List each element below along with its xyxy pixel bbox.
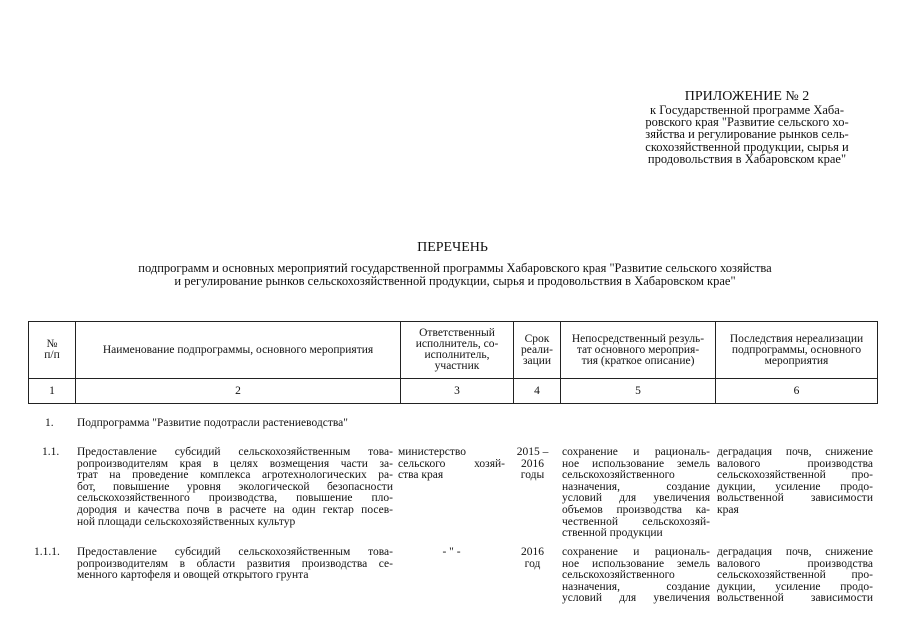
text-line: год: [524, 557, 541, 570]
column-number: 1: [29, 379, 76, 404]
appendix-line: зяйства и регулирование рынков сель-: [645, 127, 849, 142]
text-line: Предоставление субсидий сельскохозяйственным това-: [77, 546, 393, 558]
header-text: тат основного мероприя-: [576, 343, 700, 356]
subtitle-line: подпрограмм и основных мероприятий государственной программы Хабаровского края "Развитие сельского хозяйства: [138, 261, 772, 275]
header-text: Ответственный: [419, 327, 495, 339]
text-line: бот, повышение уровня экологической безопасности: [77, 480, 393, 493]
row-name: [77, 547, 393, 582]
text-line: объемов производства ка-: [562, 503, 710, 516]
text-line: - " -: [442, 546, 461, 558]
header-text: подпрограммы, основного: [731, 343, 862, 356]
text-line: сельскохозяйственной про-: [717, 569, 873, 582]
text-line: края: [717, 503, 739, 516]
text-line: сельского хозяй-: [398, 457, 505, 470]
text-line: ропроизводителям края в целях возмещения части за-: [77, 457, 393, 470]
appendix-block: [620, 89, 874, 165]
row-consequences: [717, 447, 873, 517]
text-line: 2016: [521, 546, 544, 558]
text-line: сельскохозяйственной про-: [717, 469, 873, 482]
document-title: ПЕРЕЧЕНЬ: [417, 240, 488, 255]
appendix-line: продовольствия в Хабаровском крае": [647, 151, 847, 166]
header-text: мероприятия: [764, 354, 829, 367]
text-line: ное использование земель: [562, 457, 710, 470]
header-text: зации: [522, 354, 552, 367]
text-line: сельскохозяйственного: [562, 469, 675, 482]
text-line: чественной сельскохозяй-: [562, 515, 710, 528]
section-title: Подпрограмма "Развитие подотрасли растениеводства": [77, 417, 348, 429]
subtitle-line: и регулирование рынков сельскохозяйственной продукции, сырья и продовольствия в Хабаровском крае": [174, 273, 736, 288]
text-line: валового производства: [717, 557, 873, 570]
text-line: деградация почв, снижение: [717, 446, 873, 458]
header-text: исполнитель,: [424, 349, 490, 361]
column-number: 2: [76, 379, 401, 404]
text-line: ной площади сельскохозяйственных культур: [77, 515, 296, 528]
header-text: тия (краткое описание): [581, 354, 695, 367]
header-text: Непосредственный резуль-: [571, 332, 705, 345]
text-line: дукции, усиление продо-: [717, 580, 873, 593]
header-text: реали-: [521, 343, 553, 356]
text-line: министерство: [398, 446, 466, 458]
header-text: Срок: [524, 332, 550, 345]
header-text: п/п: [44, 349, 60, 361]
header-text: участник: [434, 360, 480, 372]
row-term: [509, 547, 556, 570]
text-line: 2015 –: [516, 446, 549, 458]
column-number: 5: [561, 379, 716, 404]
text-line: ства края: [398, 469, 444, 482]
text-line: назначения, создание: [562, 480, 710, 493]
row-executor: [398, 447, 505, 482]
text-line: вольственной зависимости: [717, 592, 873, 605]
text-line: трат на проведение комплекса агротехнологических ра-: [77, 469, 393, 482]
appendix-line: к Государственной программе Хаба-: [650, 103, 844, 117]
text-line: сельскохозяйственного производства, повышение пло-: [77, 492, 393, 505]
text-line: Предоставление субсидий сельскохозяйственным това-: [77, 446, 393, 458]
appendix-line: скохозяйственной продукции, сырья и: [645, 139, 849, 154]
text-line: годы: [520, 469, 545, 482]
row-name: [77, 447, 393, 528]
appendix-title: ПРИЛОЖЕНИЕ № 2: [684, 89, 810, 104]
section-number: 1.: [45, 417, 54, 429]
text-line: условий для увеличения: [562, 492, 710, 505]
header-name: [76, 322, 401, 379]
row-number: 1.1.1.: [34, 546, 60, 558]
header-text: №: [46, 338, 58, 350]
text-line: дукции, усиление продо-: [717, 480, 873, 493]
text-line: деградация почв, снижение: [717, 546, 873, 558]
header-executor: [401, 322, 514, 379]
text-line: сохранение и рациональ-: [562, 446, 710, 458]
row-result: [562, 547, 710, 605]
text-line: валового производства: [717, 457, 873, 470]
header-term: [514, 322, 561, 379]
header-text: Наименование подпрограммы, основного мероприятия: [102, 343, 374, 356]
header-consequences: [716, 322, 878, 379]
text-line: менного картофеля и овощей открытого грунта: [77, 569, 309, 582]
text-line: ное использование земель: [562, 557, 710, 570]
header-text: Последствия нереализации: [729, 332, 864, 345]
column-number: 6: [716, 379, 878, 404]
row-result: [562, 447, 710, 540]
text-line: сельскохозяйственного: [562, 569, 675, 582]
header-num: [29, 322, 76, 379]
text-line: сохранение и рациональ-: [562, 546, 710, 558]
text-line: 2016: [521, 457, 544, 470]
row-consequences: [717, 547, 873, 605]
text-line: дородия и качества почв в расчете на один гектар посев-: [77, 503, 393, 516]
header-text: исполнитель, со-: [415, 338, 499, 350]
text-line: вольственной зависимости: [717, 492, 873, 505]
text-line: ственной продукции: [562, 527, 663, 540]
column-number: 4: [514, 379, 561, 404]
table-header: [28, 321, 878, 404]
row-executor: [398, 547, 505, 559]
document-subtitle: [45, 262, 865, 287]
row-number: 1.1.: [42, 446, 60, 458]
text-line: ропроизводителям в области развития производства се-: [77, 557, 393, 570]
text-line: условий для увеличения: [562, 592, 710, 605]
appendix-line: ровского края "Развитие сельского хо-: [645, 115, 849, 130]
header-result: [561, 322, 716, 379]
column-number: 3: [401, 379, 514, 404]
text-line: назначения, создание: [562, 580, 710, 593]
row-term: [509, 447, 556, 482]
